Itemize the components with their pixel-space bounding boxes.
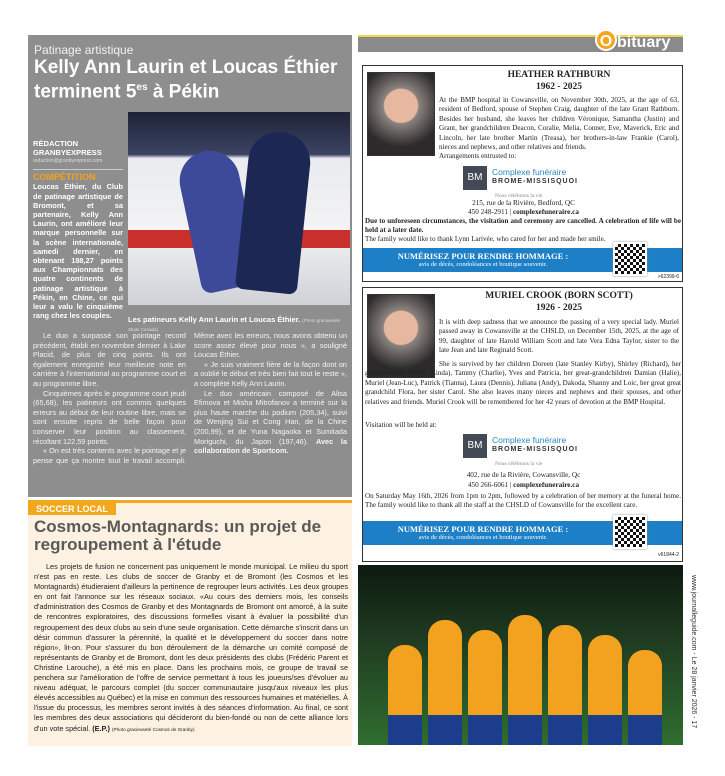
article-title: Kelly Ann Laurin et Loucas Éthier terminent $5^{es}$ à Pékin xyxy=(34,57,338,103)
article-title: Cosmos-Montagnards: un projet de regroupement à l'étude xyxy=(34,517,322,554)
article-lead: Loucas Éthier, du Club de patinage artistique de Bromont, et sa partenaire, Kelly Ann Laurin, ont amélioré leur marque personnelle sur la scène internationale, samedi dernier, en obtenant 188,27 points aux Championnats des quatre continents de patinage artistique à Pékin, en Chine, ce qui leur a valu le cinquième rang chez les couples. xyxy=(33,182,123,321)
photo-caption: Les patineurs Kelly Ann Laurin et Loucas Éthier. (Photo gracieuseté Skate Canada) xyxy=(128,315,340,332)
scan-banner: NUMÉRISEZ POUR RENDRE HOMMAGE : avis de décès, condoléances et boutique souvenir. xyxy=(363,521,682,545)
website-link[interactable]: complexefuneraire.ca xyxy=(512,208,579,216)
funeral-home-logo: BM Complexe funéraire BROME-MISSISQUOI Nous célébrons la vie xyxy=(463,434,583,464)
obituary-entry: HEATHER RATHBURN 1962 - 2025 At the BMP hospital in Cowansville, on November 30th, 2025, at the age of 63, resident of Bedford, spouse of Stephen Craig, daughter of the late Grant Rathburn. Besides her husband, she leaves her children Véronique, Samantha (Justin) and Grant, her grandchildren Deacon, Coralie, Melia, Conner, Eve, Maverick, Eric and Lincoln, her late brother Martin (Treasa), her brothers-in-law Frankie (Carol), nieces and nephews, and other relatives and friends. Arrangements entrusted to: BM Complexe funéraire BROME-MISSISQUOI Nous célébrons la vie 215, rue de la Rivière, Bedford, QC 450 248-2911 | complexefuneraire.ca Due to unforeseen circumstances, the visitation and ceremony are cancelled. A celebration of life will be held at a later date. The family would like to thank Lynn Larivée, who cared for her and made her smile. NUMÉRISEZ POUR RENDRE HOMMAGE : avis de décès, condoléances et boutique souvenir. >62399-6 xyxy=(362,65,683,282)
qr-code[interactable] xyxy=(613,515,647,549)
website-link[interactable]: complexefuneraire.ca xyxy=(513,481,580,489)
obituary-logo: O bituary xyxy=(595,30,670,52)
obituary-entry: MURIEL CROOK (BORN SCOTT) 1926 - 2025 It is with deep sadness that we announce the passing of a very special lady. Muriel passed away in Cowansville at the CHSLD, on December 15th, 2025, at the age of 99, daughter of late Harold William Scott and late Vera Edna Taylor, sister to the late Jean and late Reginald Scott. She is survived by her children Doreen (late Stanley Kirby), Shirley (Richard), her grandchildren Jeffrey (Linda), Tammy (Charlie), Yves and Patricia, her great-grandchildren Damian (Halie), Muriel (Jean-Luc), Patrick (Tianna), Laura (Dennis), Juliana (Andy), Dakoda, Shanny and Loic, her great great grandchild Flora, her sister Carol. She also leaves many nieces and nephews and their spouses, and other relatives and friends. Muriel Crook will be remembered for her 42 years of devotion at the BMP Hospital. Visitation will be held at: BM Complexe funéraire BROME-MISSISQUOI Nous célébrons la vie 402, rue de la Rivière, Cowansville, Qc 450 266-6061 | complexefuneraire.ca On Saturday May 16th, 2026 from 1pm to 2pm, followed by a celebration of her memory at the funeral home. The family would like to thank all the staff at the CHSLD of Cowansville for the excellent care. NUMÉRISEZ POUR RENDRE HOMMAGE : avis de décès, condoléances et boutique souvenir. v61844-2 xyxy=(362,287,683,562)
soccer-team-photo xyxy=(358,565,683,745)
scan-banner: NUMÉRISEZ POUR RENDRE HOMMAGE : avis de décès, condoléances et boutique souvenir. xyxy=(363,248,682,272)
skating-photo xyxy=(128,112,350,305)
section-tag: SOCCER LOCAL xyxy=(28,503,116,515)
article-kicker: Patinage artistique xyxy=(34,43,134,57)
deceased-name: MURIEL CROOK (BORN SCOTT) xyxy=(485,291,633,301)
life-years: 1962 - 2025 xyxy=(536,82,582,92)
portrait-photo xyxy=(367,72,435,156)
page-folio: www.journalleguide.com - Le 28 janvier 2026 - 17 xyxy=(690,575,697,729)
article-credit: Avec la collaboration de Sportcom. xyxy=(194,436,347,456)
byline-email[interactable]: redaction@granbyexpress.com xyxy=(33,157,123,170)
funeral-home-logo: BM Complexe funéraire BROME-MISSISQUOI Nous célébrons la vie xyxy=(463,166,583,196)
soccer-article xyxy=(28,500,352,746)
byline: RÉDACTION GRANBYEXPRESS xyxy=(33,139,102,157)
article-body: Le duo a surpassé son pointage record précédent, établi en novembre dernier à Lake Placid, de plus de cinq points. Ils ont également enregistré leur meilleure note en carrière à l'international au programme court et au programme libre. Cinquièmes après le programme court jeudi (65,68), les patineurs ont commis quelques erreurs au début de leur routine libre, mais se sont ensuite repris de belle façon pour conserver leur position au classement, récoltant 122,59 points. « On est très contents avec le pointage et je pense que ça montre tout le travail accompli. Même avec les erreurs, nous avons obtenu un score assez élevé pour nous », a souligné Loucas Éthier. « Je suis vraiment fière de la façon dont on a oublié le début et très bien fait tout le reste », a complété Kelly Ann Laurin. Le duo américain composé de Alisa Efimova et Misha Mitrofanov a terminé sur la plus haute marche du podium (205,34), suivi de Wenjing Sui et Cong Han, de la Chine (200,99), et de Yuna Nagaoka et Sumitada Moriguchi, du Japon (197,46). Avec la collaboration de Sportcom. xyxy=(33,331,347,465)
skating-article xyxy=(28,35,352,497)
deceased-name: HEATHER RATHBURN xyxy=(507,70,611,80)
life-years: 1926 - 2025 xyxy=(536,303,582,313)
article-body: Les projets de fusion ne concernent pas uniquement le monde municipal. Le milieu du sport n'est pas en reste. Les clubs de soccer de Granby et de Bromont (les Cosmos et les Montagnards) étudieraient d'ailleurs la pertinence de regrouper leurs activités. Les deux groupes en ont fait l'annonce sur les réseaux sociaux. «Au cours des derniers mois, les conseils d'administration des Cosmos de Granby et des Montagnards de Bromont ont amorcé, à la suite de rencontres exploratoires, des discussions formelles visant à évaluer la possibilité d'un regroupement des deux clubs au sein d'une seule organisation. Cette démarche s'inscrit dans un désir commun d'assurer la pérennité, la qualité et le développement du soccer dans notre région», lit-on. Pour s'assurer du bon déroulement de la démarche un comité composé de représentants de Granby et de Bromont, dont les deux présidents des clubs (Frédéric Parent et Christine Larouche), a été mis en place. Dans les prochains mois, ce groupe de travail se penchera sur l'amélioration de l'offre de service permettant à tous les joueurs/ses d'évoluer au niveau adéquat, le parcours complet (du soccer communautaire jusqu'aux niveaux les plus élevés accessibles au Québec) et la mise en commun des ressources humaines et matérielles. À l'issue du processus, les membres seront invités à des séances d'information. Au final, ce sont les membres des deux associations qui décideront du bien-fondé ou non de cette alliance lors d'un vote spécial. (E.P.) (Photo gracieuseté Cosmos de Granby) xyxy=(34,562,348,733)
category-label: COMPÉTITION xyxy=(33,172,96,183)
qr-code[interactable] xyxy=(613,242,647,276)
article-sidebar xyxy=(33,139,123,320)
